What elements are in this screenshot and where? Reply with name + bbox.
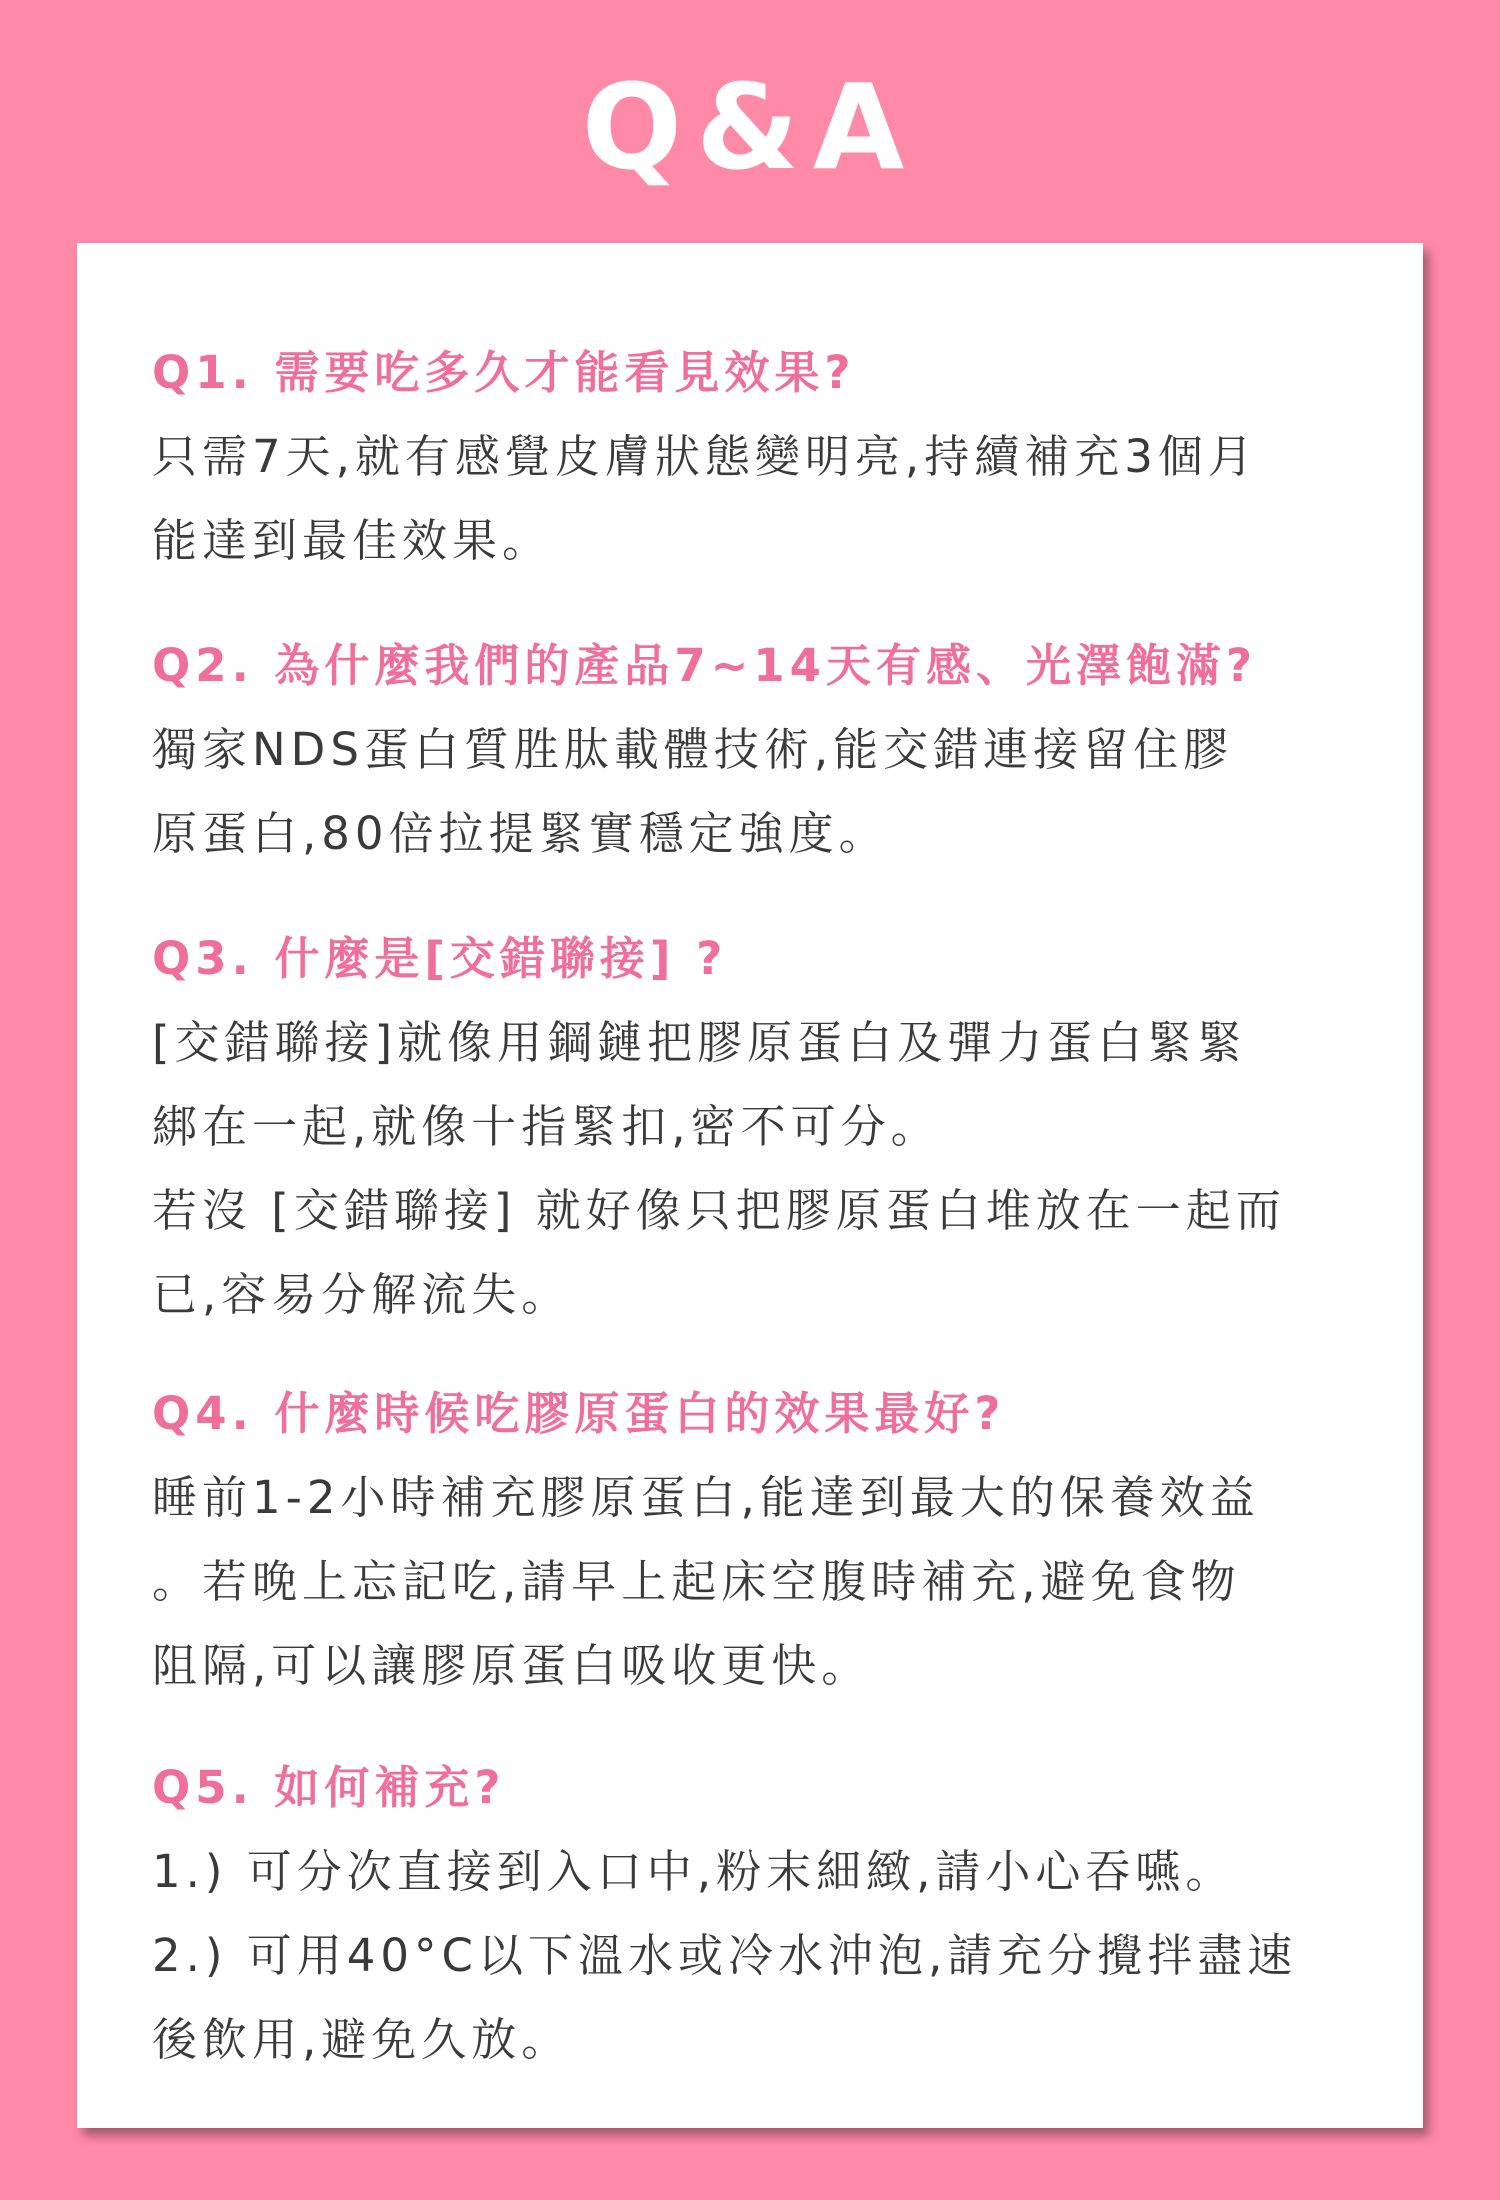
qa-card: [77, 243, 1423, 2128]
answer-5-line-3: 後飲用,避免久放。: [152, 2013, 572, 2066]
question-2: Q2. 為什麼我們的產品7~14天有感、光澤飽滿?: [152, 639, 1258, 692]
qa-item-4: [152, 1372, 1382, 1708]
answer-3-line-3: 若沒 [交錯聯接] 就好像只把膠原蛋白堆放在一起而: [152, 1184, 1286, 1237]
qa-item-1: [152, 331, 1382, 583]
answer-4-line-1: 睡前1-2小時補充膠原蛋白,能達到最大的保養效益: [152, 1471, 1260, 1524]
answer-3-line-4: 已,容易分解流失。: [152, 1268, 572, 1321]
qa-item-5: [152, 1746, 1382, 2082]
answer-4-line-3: 阻隔,可以讓膠原蛋白吸收更快。: [152, 1639, 872, 1692]
question-1: Q1. 需要吃多久才能看見效果?: [152, 346, 856, 399]
qa-item-2: [152, 624, 1382, 876]
answer-5-line-1: 1.) 可分次直接到入口中,粉末細緻,請小心吞嚥。: [152, 1845, 1236, 1898]
page-title: Q&A: [581, 58, 919, 196]
answer-3-line-1: [交錯聯接]就像用鋼鏈把膠原蛋白及彈力蛋白緊緊: [152, 1016, 1248, 1069]
qa-item-3: [152, 917, 1382, 1337]
answer-4-line-2: 。若晚上忘記吃,請早上起床空腹時補充,避免食物: [152, 1555, 1241, 1608]
question-3: Q3. 什麼是[交錯聯接] ?: [152, 932, 728, 985]
answer-5-line-2: 2.) 可用40°C以下溫水或冷水沖泡,請充分攪拌盡速: [152, 1929, 1298, 1982]
answer-1-line-1: 只需7天,就有感覺皮膚狀態變明亮,持續補充3個月: [152, 430, 1258, 483]
answer-2-line-1: 獨家NDS蛋白質胜肽載體技術,能交錯連接留住膠: [152, 723, 1234, 776]
question-4: Q4. 什麼時候吃膠原蛋白的效果最好?: [152, 1387, 1006, 1440]
answer-3-line-2: 綁在一起,就像十指緊扣,密不可分。: [152, 1100, 941, 1153]
question-5: Q5. 如何補充?: [152, 1761, 506, 1814]
answer-2-line-2: 原蛋白,80倍拉提緊實穩定強度。: [152, 807, 889, 860]
answer-1-line-2: 能達到最佳效果。: [152, 514, 553, 567]
